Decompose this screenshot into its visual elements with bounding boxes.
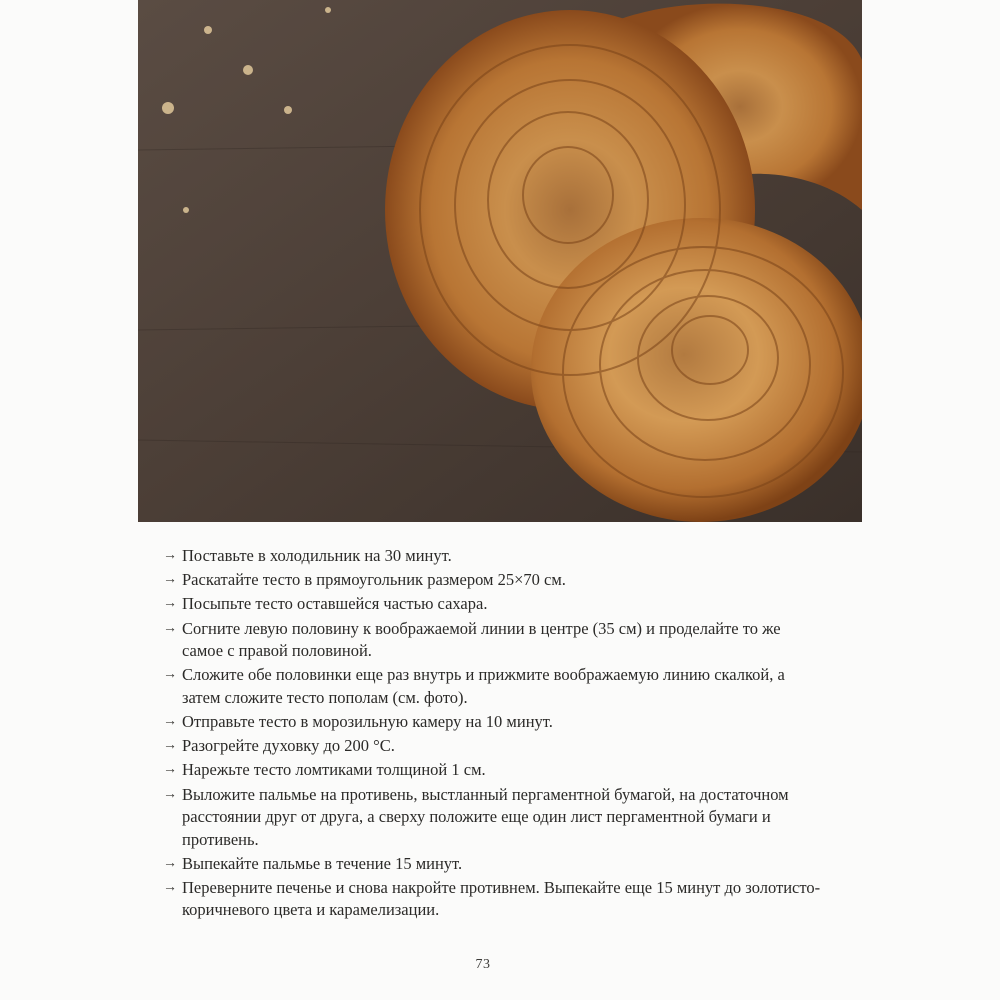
page-number: 73: [475, 957, 491, 972]
list-item: [163, 853, 823, 876]
arrow-right-icon: →: [163, 713, 177, 729]
list-item: [163, 593, 823, 616]
step-text: Поставьте в холодильник на 30 минут.: [182, 546, 452, 565]
arrow-right-icon: →: [163, 548, 177, 563]
step-text: Согните левую половину к воображаемой линии в центре (35 см) и проделайте то же самое с правой половиной.: [182, 618, 781, 661]
arrow-right-icon: →: [163, 855, 177, 871]
list-item: [163, 735, 823, 758]
arrow-right-icon: →: [163, 620, 177, 636]
step-text: Выложите пальмье на противень, выстланный пергаментной бумагой, на достаточном расстоянии друг от друга, а сверху положите еще один лист пергаментной бумаги и противень.: [182, 784, 789, 849]
arrow-right-icon: →: [163, 762, 177, 778]
list-item: [163, 784, 823, 852]
palmier-pastries-photo: [138, 0, 862, 522]
step-text: Разогрейте духовку до 200 °С.: [182, 736, 395, 756]
step-text: Переверните печенье и снова накройте противнем. Выпекайте еще 15 минут до золотисто-коричневого цвета и карамелизации.: [182, 877, 821, 920]
list-item: [163, 711, 823, 734]
list-item: [163, 545, 823, 568]
list-item: [163, 569, 823, 592]
step-text: Сложите обе половинки еще раз внутрь и прижмите воображаемую линию скалкой, а затем сложите тесто пополам (см. фото).: [182, 665, 785, 707]
step-text: Раскатайте тесто в прямоугольник размером 25×70 см.: [182, 570, 566, 590]
list-item: [163, 877, 823, 922]
step-text: Нарежьте тесто ломтиками толщиной 1 см.: [182, 760, 486, 780]
list-item: [163, 759, 823, 782]
arrow-right-icon: →: [163, 572, 177, 588]
arrow-right-icon: →: [163, 786, 177, 802]
arrow-right-icon: →: [163, 879, 177, 895]
recipe-steps-list: [163, 545, 823, 924]
list-item: [163, 618, 823, 663]
step-text: Выпекайте пальмье в течение 15 минут.: [182, 853, 463, 873]
step-text: Отправьте тесто в морозильную камеру на 10 минут.: [182, 711, 553, 731]
arrow-right-icon: →: [163, 596, 177, 612]
list-item: [163, 664, 823, 709]
arrow-right-icon: →: [163, 667, 177, 683]
step-text: Посыпьте тесто оставшейся частью сахара.: [182, 594, 488, 614]
arrow-right-icon: →: [163, 738, 177, 754]
